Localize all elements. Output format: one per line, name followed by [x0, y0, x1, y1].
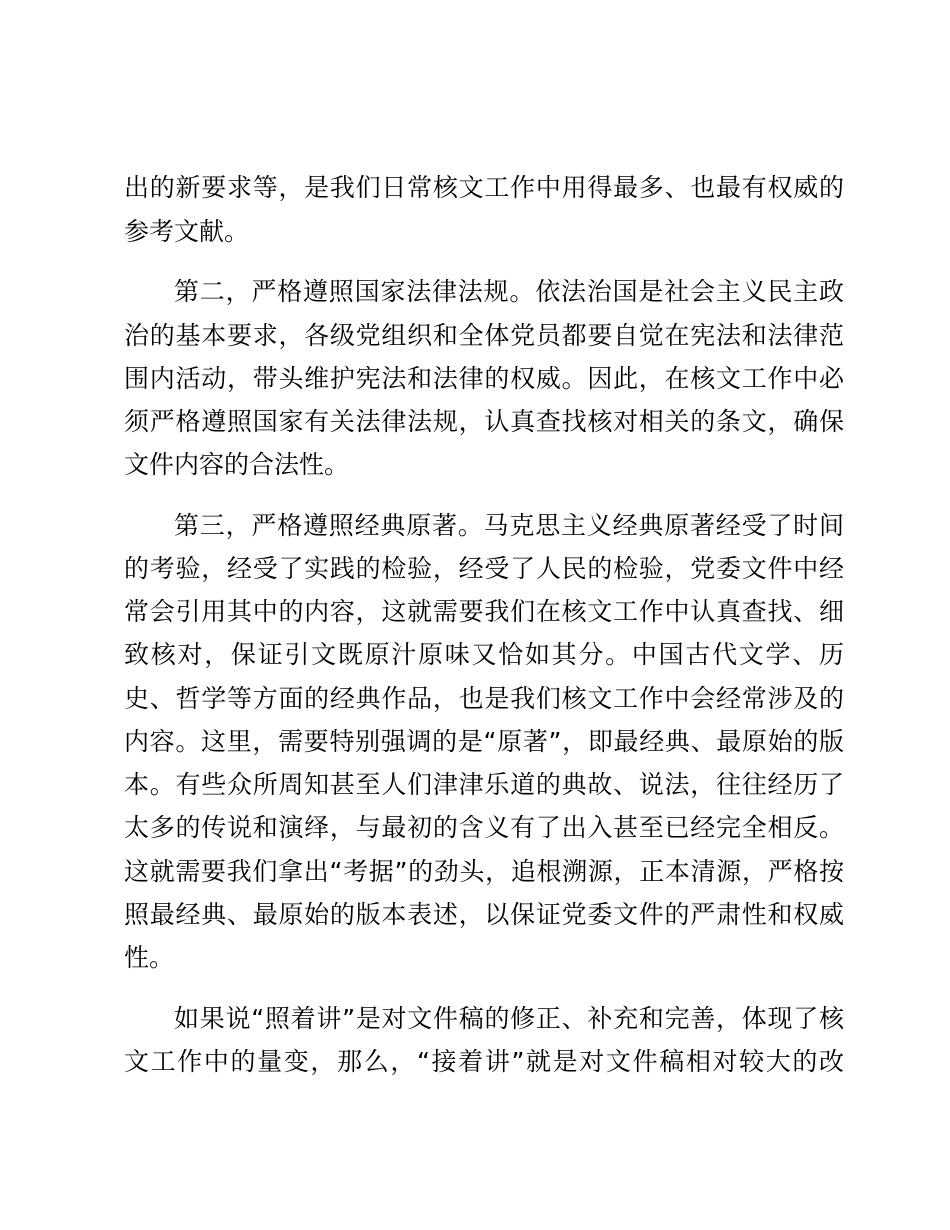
text-line: 内容。这里，需要特别强调的是“原著”，即最经典、最原始的版 [124, 727, 844, 756]
text-line: 第三，严格遵照经典原著。马克思主义经典原著经受了时间 [174, 511, 844, 540]
text-line: 常会引用其中的内容，这就需要我们在核文工作中认真查找、细 [124, 597, 844, 626]
text-line: 史、哲学等方面的经典作品，也是我们核文工作中会经常涉及的 [124, 684, 844, 713]
text-line: 出的新要求等，是我们日常核文工作中用得最多、也最有权威的 [124, 173, 844, 202]
text-line: 太多的传说和演绎，与最初的含义有了出入甚至已经完全相反。 [124, 813, 844, 842]
text-line: 性。 [124, 943, 175, 972]
text-line: 第二，严格遵照国家法律法规。依法治国是社会主义民主政 [174, 277, 844, 306]
text-line: 文工作中的量变，那么，“接着讲”就是对文件稿相对较大的改 [124, 1047, 844, 1076]
text-line: 这就需要我们拿出“考据”的劲头，追根溯源，正本清源，严格按 [124, 857, 844, 886]
text-line: 治的基本要求，各级党组织和全体党员都要自觉在宪法和法律范 [124, 321, 844, 350]
text-line: 致核对，保证引文既原汁原味又恰如其分。中国古代文学、历 [124, 640, 844, 669]
text-line: 文件内容的合法性。 [124, 450, 350, 479]
text-line: 如果说“照着讲”是对文件稿的修正、补充和完善，体现了核 [174, 1004, 844, 1033]
text-line: 须严格遵照国家有关法律法规，认真查找核对相关的条文，确保 [124, 407, 844, 436]
text-line: 参考文献。 [124, 217, 250, 246]
text-line: 围内活动，带头维护宪法和法律的权威。因此，在核文工作中必 [124, 364, 844, 393]
text-line: 照最经典、最原始的版本表述，以保证党委文件的严肃性和权威 [124, 900, 844, 929]
text-line: 本。有些众所周知甚至人们津津乐道的典故、说法，往往经历了 [124, 770, 844, 799]
text-line: 的考验，经受了实践的检验，经受了人民的检验，党委文件中经 [124, 554, 844, 583]
